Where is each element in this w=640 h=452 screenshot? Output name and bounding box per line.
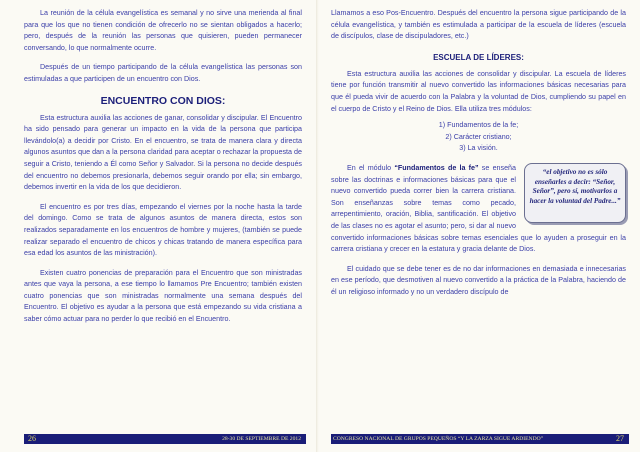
paragraph-body: se enseña sobre las doctrinas e informaciones básicas para que el nuevo convertido pueda correr bien la carrera cristiana. Son enseñanzas sobre temas como pecado, arrepentimiento, oración, Biblia, santificación. El objetivo de las clases no es agotar el asunto; pero, si dar al nuevo convertido informaciones básicas sobre temas esenciales que lo ayuden a proseguir en la carrera cristiana y crecer en la estatura y gracia delante de Dios. bbox=[331, 163, 626, 254]
left-page-body bbox=[24, 8, 302, 326]
list-item: 1) Fundamentos de la fe; bbox=[438, 121, 519, 130]
paragraph: La reunión de la célula evangelística es semanal y no sirve una merienda al final para que los que no tienen condición de ofrecerlo no se sientan obligados a hacerlo; pero, después de la reunión las personas que quisieren, pueden permanecer conversando, lo que normalmente ocurre. bbox=[24, 9, 302, 52]
right-page bbox=[319, 0, 640, 452]
module-section bbox=[331, 163, 626, 256]
paragraph-lead: En el módulo bbox=[347, 163, 395, 172]
section-heading: ENCUENTRO CON DIOS: bbox=[100, 94, 226, 107]
paragraph: Después de un tiempo participando de la célula evangelística las personas son estimuladas a que participen de un encuentro con Dios. bbox=[24, 63, 302, 83]
page-number: 27 bbox=[616, 434, 624, 443]
paragraph: Llamamos a eso Pos-Encuentro. Después del encuentro la persona sigue participando de la célula evangelística, y también es estimulada a participar de la escuela de líderes (escuela de discípulos, clase de discipuladores, etc.) bbox=[331, 9, 626, 41]
list-item: 2) Carácter cristiano; bbox=[445, 132, 512, 141]
list-item: 3) La visión. bbox=[459, 144, 498, 153]
pull-quote: “el objetivo no es sólo enseñarles a decir: “Señor, Señor”, pero sí, motivarlos a hacer la voluntad del Padre...” bbox=[524, 163, 626, 223]
paragraph: El cuidado que se debe tener es de no dar informaciones en demasiada e innecesarias en ese período, que desmotiven al nuevo convertido a la práctica de la Palabra, haciendo de él un religioso informado y no un verdadero discípulo de bbox=[331, 264, 626, 296]
section-heading: ESCUELA DE LÍDERES: bbox=[433, 52, 524, 62]
paragraph: Esta estructura auxilia las acciones de ganar, consolidar y discipular. El Encuentro ha sido pensado para generar un impacto en la vida de la persona que participa llevándolo(a) a decidir por Cristo. En el encuentro, se trata de manera clara y directa algunos asuntos que dan a la persona claridad para aceptar o rechazar la propuesta de seguir a Cristo, teniendo a Él como Señor y Salvador. Si la persona no decide después del encuentro no debemos presionarla, debemos seguir orando por ella; sin embargo, debemos invertir en la vida de los que decidieron. bbox=[24, 113, 302, 192]
module-list bbox=[331, 120, 626, 155]
module-title: “Fundamentos de la fe” bbox=[394, 163, 479, 172]
paragraph: El encuentro es por tres días, empezando el viernes por la noche hasta la tarde del domingo. Como se trata de algunos asuntos de manera directa, estos son realizados separadamente en los encuentros de hombre y mujeres, (también se puede realizar separado el encuentro de chicos y chicas tratando de manera específica para esa edad los asuntos de las ministración). bbox=[24, 202, 302, 258]
left-page bbox=[0, 0, 318, 452]
right-page-body bbox=[331, 8, 626, 298]
footer-text: 28-30 DE SEPTIEMBRE DE 2012 bbox=[222, 436, 301, 442]
page-number: 26 bbox=[28, 434, 36, 443]
paragraph: Existen cuatro ponencias de preparación para el Encuentro que son ministradas antes que vaya la persona, a ese tiempo lo llamamos Pre Encuentro; también existen cuatro ponencias que son ministradas normalmente una semana después del Encuentro. El objetivo es ayudar a la persona que está empezando su vida cristiana a saber cómo actuar para no perder lo que recibió en el Encuentro. bbox=[24, 268, 302, 324]
footer-text: CONGRESO NACIONAL DE GRUPOS PEQUEÑOS “Y LA ZARZA SIGUE ARDIENDO” bbox=[333, 436, 544, 442]
paragraph: Esta estructura auxilia las acciones de consolidar y discipular. La escuela de líderes tiene por función transmitir al nuevo convertido las informaciones básicas necesarias para que él pueda vivir de acuerdo con la Palabra y la voluntad de Dios, cumpliendo su papel en el cuerpo de Cristo y el Reino de Dios. Ella utiliza tres módulos: bbox=[331, 69, 626, 113]
